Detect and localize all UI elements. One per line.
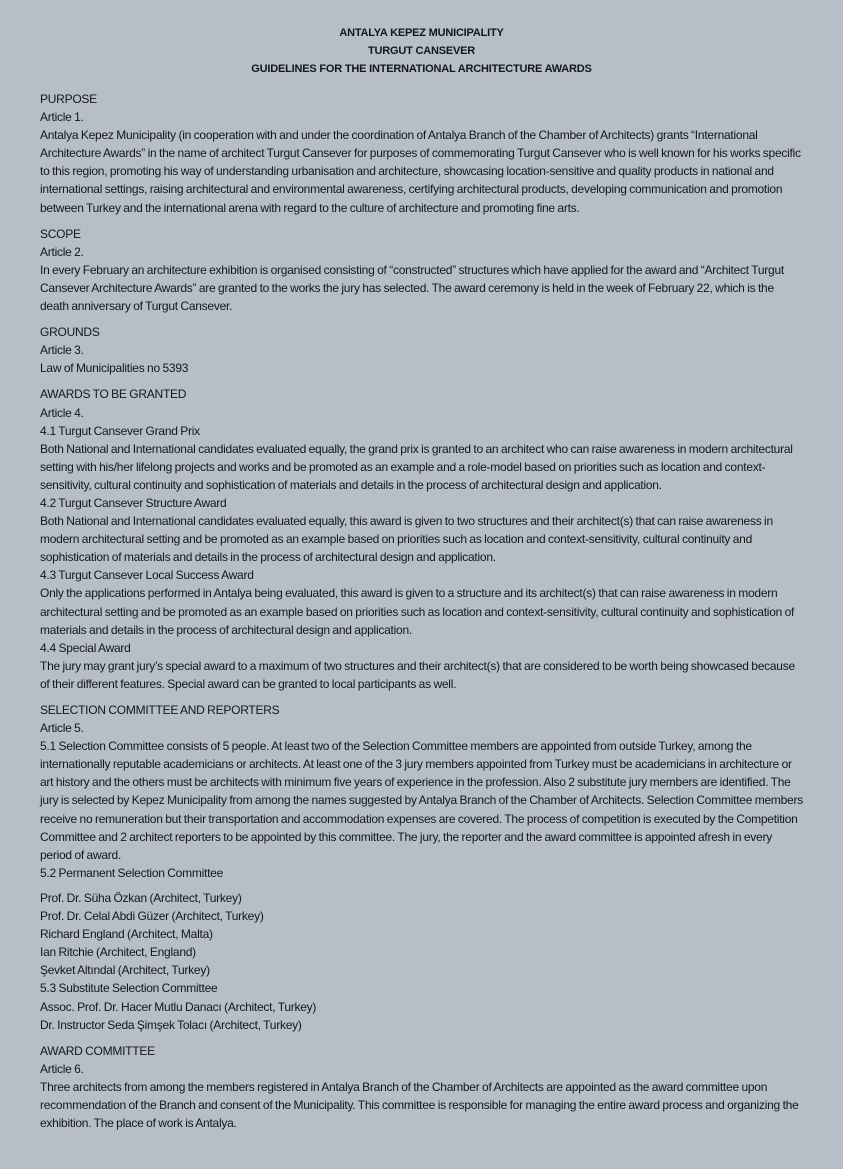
award-text: Both National and International candidates evaluated equally, this award is given to two structures and their architect(s) that can raise awareness in modern architectural setting and be promoted as an example based on priorities such as location and context-sensitivity, cultural continuity and sophistication of materials and details in the process of architectural design and application. (40, 514, 773, 565)
committee-member: Richard England (Architect, Malta) (40, 927, 213, 942)
article-text: 5.1 Selection Committee consists of 5 people. At least two of the Selection Committee members are appointed from outside Turkey, among the internationally reputable academicians or architects. At least one of the 3 jury members appointed from Turkey must be academicians in architecture or art history and the others must be architects with minimum five years of experience in the profession. Also 2 substitute jury members are identified. The jury is selected by Kepez Municipality from among the names suggested by Antalya Branch of the Chamber of Architects. Selection Committee members receive no remuneration but their transportation and accommodation expenses are covered. The process of competition is executed by the Competition Committee and 2 architect reporters to be appointed by this committee. The jury, the reporter and the award committee is appointed afresh in every period of award. (40, 739, 803, 862)
scope-section (40, 225, 803, 315)
award-title: 4.3 Turgut Cansever Local Success Award (40, 568, 254, 583)
award-title: 4.1 Turgut Cansever Grand Prix (40, 423, 200, 438)
section-heading: AWARDS TO BE GRANTED (40, 387, 187, 402)
article-number: Article 3. (40, 343, 84, 358)
article-number: Article 2. (40, 244, 84, 259)
article-text: In every February an architecture exhibition is organised consisting of “constructed” structures which have applied for the award and “Architect Turgut Cansever Architecture Awards” are granted to the works the jury has selected. The award ceremony is held in the week of February 22, which is the death anniversary of Turgut Cansever. (40, 262, 784, 314)
award-title: 4.4 Special Award (40, 640, 131, 655)
committee-member: Şevket Altındal (Architect, Turkey) (40, 963, 210, 978)
award-title: 4.2 Turgut Cansever Structure Award (40, 495, 227, 510)
grounds-section (40, 323, 803, 377)
permanent-committee-title: 5.2 Permanent Selection Committee (40, 865, 224, 880)
committee-member: Dr. Instructor Seda Şimşek Tolacı (Architect, Turkey) (40, 1017, 302, 1032)
award-text: Both National and International candidates evaluated equally, the grand prix is granted to an architect who can raise awareness in modern architectural setting with his/her lifelong projects and works and be promoted as an example and a role-model based on priorities such as location and context-sensitivity, cultural continuity and sophistication of materials and details in the process of architectural design and application. (40, 441, 793, 492)
article-number: Article 4. (40, 405, 84, 420)
article-text: Antalya Kepez Municipality (in cooperation with and under the coordination of Antalya Branch of the Chamber of Architects) grants “International Architecture Awards” in the name of architect Turgut Cansever for purposes of commemorating Turgut Cansever who is well known for his works specific to this region, promoting his way of understanding urbanisation and architecture, showcasing location-sensitive and quality products in national and international settings, raising architectural and environmental awareness, certifying architectural products, developing communication and promotion between Turkey and the international arena with regard to the culture of architecture and promoting fine arts. (40, 128, 801, 215)
document-header (40, 24, 803, 78)
award-text: Only the applications performed in Antalya being evaluated, this award is given to a structure and its architect(s) that can raise awareness in modern architectural setting and be promoted as an example based on priorities such as location and context-sensitivity, cultural continuity and sophistication of materials and details in the process of architectural design and application. (40, 586, 795, 637)
substitute-committee-title: 5.3 Substitute Selection Committee (40, 981, 218, 996)
section-heading: SCOPE (40, 226, 81, 241)
committee-member: Prof. Dr. Celal Abdi Güzer (Architect, Turkey) (40, 909, 264, 924)
section-heading: PURPOSE (40, 92, 97, 106)
section-heading: GROUNDS (40, 325, 100, 340)
purpose-section (40, 90, 803, 217)
header-guidelines-title: GUIDELINES FOR THE INTERNATIONAL ARCHITECTURE AWARDS (251, 63, 592, 75)
committee-member: Prof. Dr. Süha Özkan (Architect, Turkey) (40, 890, 242, 905)
award-text: The jury may grant jury’s special award to a maximum of two structures and their architect(s) that are considered to be worth being showcased because of their different features. Special award can be granted to local participants as well. (40, 658, 795, 691)
committee-member: Ian Ritchie (Architect, England) (40, 945, 196, 960)
spacer (40, 882, 803, 889)
committee-member: Assoc. Prof. Dr. Hacer Mutlu Danacı (Architect, Turkey) (40, 999, 317, 1014)
header-municipality: ANTALYA KEPEZ MUNICIPALITY (339, 27, 504, 39)
article-number: Article 5. (40, 721, 84, 736)
header-name: TURGUT CANSEVER (367, 45, 475, 57)
section-heading: AWARD COMMITTEE (40, 1043, 155, 1058)
article-number: Article 1. (40, 110, 84, 125)
article-number: Article 6. (40, 1061, 84, 1076)
article-text: Three architects from among the members registered in Antalya Branch of the Chamber of Architects are appointed as the award committee upon recommendation of the Branch and consent of the Municipality. This committee is responsible for managing the entire award process and organizing the exhibition. The place of work is Antalya. (40, 1079, 799, 1131)
awards-section (40, 385, 803, 693)
section-heading: SELECTION COMMITTEE AND REPORTERS (40, 703, 280, 717)
selection-committee-section (40, 701, 803, 1034)
award-committee-section (40, 1042, 803, 1132)
article-text: Law of Municipalities no 5393 (40, 361, 189, 376)
